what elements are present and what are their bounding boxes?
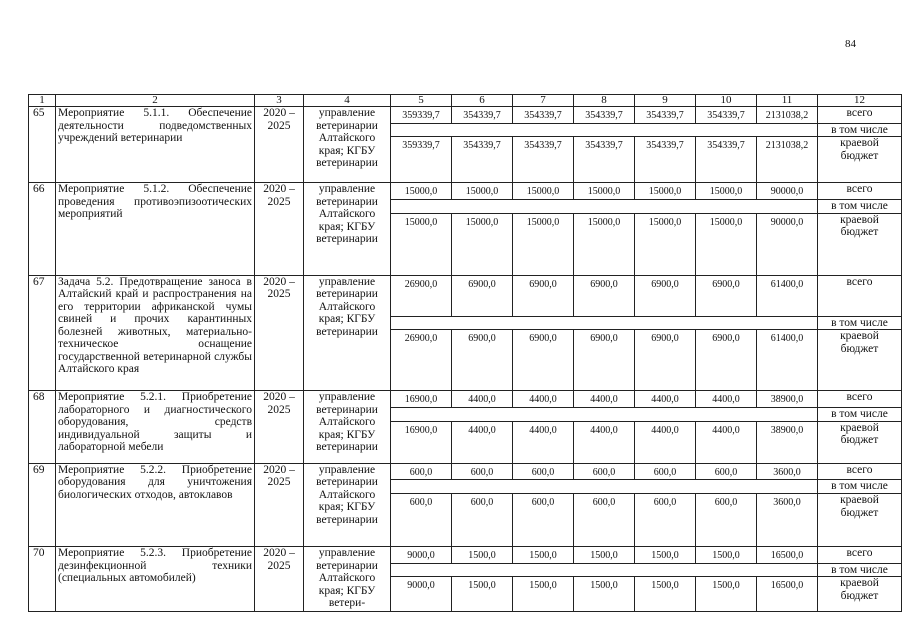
row-number: 67: [29, 275, 56, 391]
budget-value: 4400,0: [574, 421, 635, 463]
source-label-incl: в том числе: [818, 199, 902, 213]
total-value: 1500,0: [635, 547, 696, 564]
period: 2020 – 2025: [255, 463, 304, 547]
column-number-cell: 6: [452, 95, 513, 107]
executor: управление ветеринарии Алтайского края; КГБУ ветеринарии: [304, 463, 391, 547]
source-label-total: всего: [818, 463, 902, 480]
event-name: Мероприятие 5.2.3. Приобретение дезинфекционной техники (специальных автомобилей): [56, 547, 255, 612]
source-label-incl: в том числе: [818, 316, 902, 330]
budget-value: 6900,0: [696, 330, 757, 391]
table-row: [29, 275, 902, 316]
table-row: [29, 391, 902, 408]
budget-value: 354339,7: [635, 137, 696, 183]
budget-value: 1500,0: [696, 577, 757, 612]
total-value: 15000,0: [391, 183, 452, 200]
total-value: 354339,7: [635, 107, 696, 124]
total-value: 26900,0: [391, 275, 452, 316]
total-value: 3600,0: [757, 463, 818, 480]
empty-value-span: [391, 199, 818, 213]
executor: управление ветеринарии Алтайского края; КГБУ ветеринарии: [304, 107, 391, 183]
source-label-total: всего: [818, 547, 902, 564]
empty-value-span: [391, 123, 818, 137]
page-number: 84: [845, 38, 856, 50]
empty-value-span: [391, 407, 818, 421]
empty-value-span: [391, 480, 818, 494]
budget-value: 38900,0: [757, 421, 818, 463]
budget-value: 4400,0: [635, 421, 696, 463]
table-row: [29, 547, 902, 564]
total-value: 6900,0: [696, 275, 757, 316]
total-value: 1500,0: [696, 547, 757, 564]
budget-value: 600,0: [635, 494, 696, 547]
total-value: 4400,0: [452, 391, 513, 408]
budget-value: 15000,0: [696, 213, 757, 275]
budget-value: 1500,0: [513, 577, 574, 612]
source-label-budget: краевой бюджет: [818, 330, 902, 391]
budget-value: 1500,0: [452, 577, 513, 612]
budget-value: 600,0: [574, 494, 635, 547]
row-number: 65: [29, 107, 56, 183]
total-value: 1500,0: [513, 547, 574, 564]
total-value: 600,0: [696, 463, 757, 480]
event-name: Мероприятие 5.1.1. Обеспечение деятельности подведомственных учреждений ветеринарии: [56, 107, 255, 183]
budget-value: 6900,0: [574, 330, 635, 391]
total-value: 1500,0: [574, 547, 635, 564]
period: 2020 – 2025: [255, 183, 304, 276]
total-value: 61400,0: [757, 275, 818, 316]
source-label-total: всего: [818, 275, 902, 316]
budget-value: 3600,0: [757, 494, 818, 547]
column-number-cell: 3: [255, 95, 304, 107]
column-number-cell: 5: [391, 95, 452, 107]
total-value: 16500,0: [757, 547, 818, 564]
budget-value: 6900,0: [452, 330, 513, 391]
total-value: 15000,0: [574, 183, 635, 200]
total-value: 15000,0: [635, 183, 696, 200]
column-number-cell: 2: [56, 95, 255, 107]
budget-value: 15000,0: [635, 213, 696, 275]
total-value: 600,0: [452, 463, 513, 480]
source-label-budget: краевой бюджет: [818, 213, 902, 275]
budget-value: 6900,0: [513, 330, 574, 391]
period: 2020 – 2025: [255, 107, 304, 183]
period: 2020 – 2025: [255, 547, 304, 612]
budget-value: 15000,0: [391, 213, 452, 275]
total-value: 6900,0: [452, 275, 513, 316]
total-value: 15000,0: [452, 183, 513, 200]
budget-value: 15000,0: [574, 213, 635, 275]
budget-value: 354339,7: [513, 137, 574, 183]
budget-value: 9000,0: [391, 577, 452, 612]
program-table: [28, 94, 902, 612]
source-label-budget: краевой бюджет: [818, 137, 902, 183]
budget-value: 600,0: [513, 494, 574, 547]
total-value: 16900,0: [391, 391, 452, 408]
total-value: 90000,0: [757, 183, 818, 200]
budget-value: 1500,0: [635, 577, 696, 612]
column-number-cell: 7: [513, 95, 574, 107]
executor: управление ветеринарии Алтайского края; КГБУ ветеринарии: [304, 391, 391, 464]
budget-value: 4400,0: [513, 421, 574, 463]
column-number-cell: 4: [304, 95, 391, 107]
budget-value: 26900,0: [391, 330, 452, 391]
budget-value: 354339,7: [452, 137, 513, 183]
table-row: [29, 183, 902, 200]
source-label-budget: краевой бюджет: [818, 421, 902, 463]
budget-value: 6900,0: [635, 330, 696, 391]
total-value: 600,0: [391, 463, 452, 480]
source-label-incl: в том числе: [818, 407, 902, 421]
period: 2020 – 2025: [255, 275, 304, 391]
budget-value: 15000,0: [452, 213, 513, 275]
total-value: 9000,0: [391, 547, 452, 564]
budget-value: 1500,0: [574, 577, 635, 612]
column-number-cell: 10: [696, 95, 757, 107]
budget-value: 2131038,2: [757, 137, 818, 183]
budget-value: 4400,0: [452, 421, 513, 463]
column-number-cell: 12: [818, 95, 902, 107]
total-value: 2131038,2: [757, 107, 818, 124]
row-number: 68: [29, 391, 56, 464]
budget-value: 600,0: [391, 494, 452, 547]
total-value: 600,0: [574, 463, 635, 480]
event-name: Мероприятие 5.2.1. Приобретение лабораторного и диагностического оборудования, средств индивидуальной защиты и лабораторной мебели: [56, 391, 255, 464]
total-value: 600,0: [513, 463, 574, 480]
event-name: Мероприятие 5.2.2. Приобретение оборудования для уничтожения биологических отходов, автоклавов: [56, 463, 255, 547]
budget-value: 354339,7: [696, 137, 757, 183]
budget-value: 16900,0: [391, 421, 452, 463]
table-row: [29, 463, 902, 480]
total-value: 354339,7: [696, 107, 757, 124]
total-value: 354339,7: [452, 107, 513, 124]
row-number: 69: [29, 463, 56, 547]
total-value: 4400,0: [574, 391, 635, 408]
empty-value-span: [391, 316, 818, 330]
total-value: 4400,0: [696, 391, 757, 408]
table-row: [29, 107, 902, 124]
row-number: 66: [29, 183, 56, 276]
source-label-total: всего: [818, 107, 902, 124]
source-label-total: всего: [818, 183, 902, 200]
total-value: 4400,0: [635, 391, 696, 408]
empty-value-span: [391, 563, 818, 577]
column-number-cell: 8: [574, 95, 635, 107]
total-value: 6900,0: [513, 275, 574, 316]
event-name: Мероприятие 5.1.2. Обеспечение проведения противоэпизоотических мероприятий: [56, 183, 255, 276]
total-value: 354339,7: [513, 107, 574, 124]
total-value: 600,0: [635, 463, 696, 480]
budget-value: 61400,0: [757, 330, 818, 391]
total-value: 15000,0: [513, 183, 574, 200]
source-label-incl: в том числе: [818, 123, 902, 137]
total-value: 4400,0: [513, 391, 574, 408]
budget-value: 16500,0: [757, 577, 818, 612]
budget-value: 15000,0: [513, 213, 574, 275]
executor: управление ветеринарии Алтайского края; КГБУ ветеринарии: [304, 183, 391, 276]
column-number-cell: 9: [635, 95, 696, 107]
source-label-incl: в том числе: [818, 563, 902, 577]
total-value: 359339,7: [391, 107, 452, 124]
budget-value: 600,0: [452, 494, 513, 547]
budget-value: 90000,0: [757, 213, 818, 275]
column-number-cell: 1: [29, 95, 56, 107]
column-numbers-row: [29, 95, 902, 107]
total-value: 6900,0: [635, 275, 696, 316]
source-label-budget: краевой бюджет: [818, 494, 902, 547]
total-value: 1500,0: [452, 547, 513, 564]
budget-value: 600,0: [696, 494, 757, 547]
source-label-budget: краевой бюджет: [818, 577, 902, 612]
column-number-cell: 11: [757, 95, 818, 107]
total-value: 354339,7: [574, 107, 635, 124]
executor: управление ветеринарии Алтайского края; КГБУ ветери-: [304, 547, 391, 612]
executor: управление ветеринарии Алтайского края; КГБУ ветеринарии: [304, 275, 391, 391]
budget-value: 4400,0: [696, 421, 757, 463]
source-label-total: всего: [818, 391, 902, 408]
event-name: Задача 5.2. Предотвращение заноса в Алтайский край и распространения на его территории африканской чумы свиней и прочих карантинных болезней животных, материально-техническое оснащение государственной ветеринарной службы Алтайского края: [56, 275, 255, 391]
source-label-incl: в том числе: [818, 480, 902, 494]
budget-value: 359339,7: [391, 137, 452, 183]
total-value: 38900,0: [757, 391, 818, 408]
total-value: 6900,0: [574, 275, 635, 316]
total-value: 15000,0: [696, 183, 757, 200]
budget-value: 354339,7: [574, 137, 635, 183]
period: 2020 – 2025: [255, 391, 304, 464]
row-number: 70: [29, 547, 56, 612]
